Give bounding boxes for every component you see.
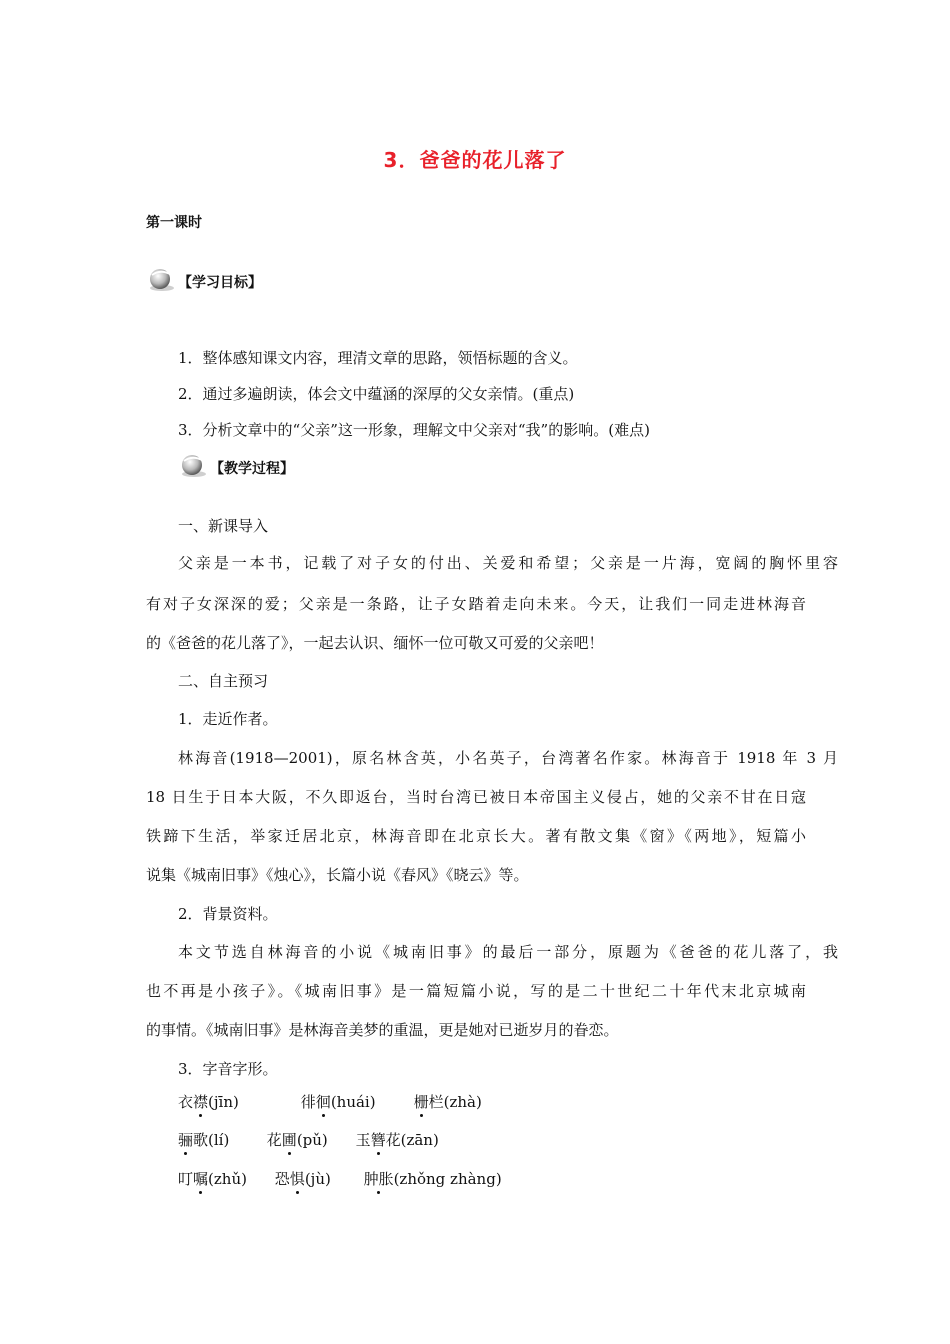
vocab-entry: 肿胀(zhǒng zhàng) [363, 1170, 502, 1188]
paragraph-line: 的事情。《城南旧事》是林海音美梦的重温，更是她对已逝岁月的眷恋。 [146, 1021, 619, 1039]
objective-item: 2．通过多遍朗读，体会文中蕴涵的深厚的父女亲情。(重点) [178, 385, 575, 403]
paragraph-line: 本文节选自林海音的小说《城南旧事》的最后一部分，原题为《爸爸的花儿落了，我 [178, 943, 838, 961]
sphere-badge-icon [146, 266, 176, 292]
lesson-label: 第一课时 [146, 215, 202, 231]
author-heading: 1．走近作者。 [178, 710, 278, 728]
intro-heading: 一、新课导入 [178, 517, 269, 535]
vocab-entry: 玉簪花(zān) [355, 1131, 439, 1149]
process-heading-text: 【教学过程】 [210, 461, 294, 477]
objectives-heading-text: 【学习目标】 [178, 275, 262, 291]
objective-item: 1．整体感知课文内容，理清文章的思路，领悟标题的含义。 [178, 349, 578, 367]
objective-item: 3．分析文章中的“父亲”这一形象，理解文中父亲对“我”的影响。(难点) [178, 421, 650, 439]
paragraph-line: 铁蹄下生活，举家迁居北京，林海音即在北京长大。著有散文集《窗》《两地》，短篇小 [146, 827, 806, 845]
vocab-row [178, 1169, 502, 1189]
vocab-entry: 衣襟(jīn) [178, 1093, 239, 1111]
vocab-entry: 花圃(pǔ) [266, 1131, 328, 1149]
vocab-entry: 徘徊(huái) [300, 1093, 376, 1111]
vocab-entry: 恐惧(jù) [274, 1170, 331, 1188]
process-heading [178, 452, 294, 478]
objectives-heading [146, 266, 262, 292]
background-heading: 2．背景资料。 [178, 905, 278, 923]
vocab-heading: 3．字音字形。 [178, 1060, 278, 1078]
paragraph-line: 林海音(1918—2001)，原名林含英，小名英子，台湾著名作家。林海音于 1918 年 3 月 [178, 749, 838, 767]
vocab-entry: 骊歌(lí) [178, 1131, 230, 1149]
vocab-row [178, 1092, 482, 1112]
paragraph-line: 说集《城南旧事》《烛心》，长篇小说《春风》《晓云》等。 [146, 866, 529, 884]
paragraph-line: 也不再是小孩子》。《城南旧事》是一篇短篇小说，写的是二十世纪二十年代末北京城南 [146, 982, 806, 1000]
vocab-entry: 栅栏(zhà) [413, 1093, 482, 1111]
paragraph-line: 18 日生于日本大阪，不久即返台，当时台湾已被日本帝国主义侵占，她的父亲不甘在日寇 [146, 788, 806, 806]
sphere-badge-icon [178, 452, 208, 478]
preview-heading: 二、自主预习 [178, 672, 269, 690]
paragraph-line: 有对子女深深的爱；父亲是一条路，让子女踏着走向未来。今天，让我们一同走进林海音 [146, 595, 806, 613]
page-title: 3．爸爸的花儿落了 [383, 148, 567, 172]
paragraph-line: 的《爸爸的花儿落了》，一起去认识、缅怀一位可敬又可爱的父亲吧！ [146, 634, 604, 652]
vocab-entry: 叮嘱(zhǔ) [178, 1170, 247, 1188]
paragraph-line: 父亲是一本书，记载了对子女的付出、关爱和希望；父亲是一片海，宽阔的胸怀里容 [178, 554, 838, 572]
vocab-row [178, 1130, 439, 1150]
